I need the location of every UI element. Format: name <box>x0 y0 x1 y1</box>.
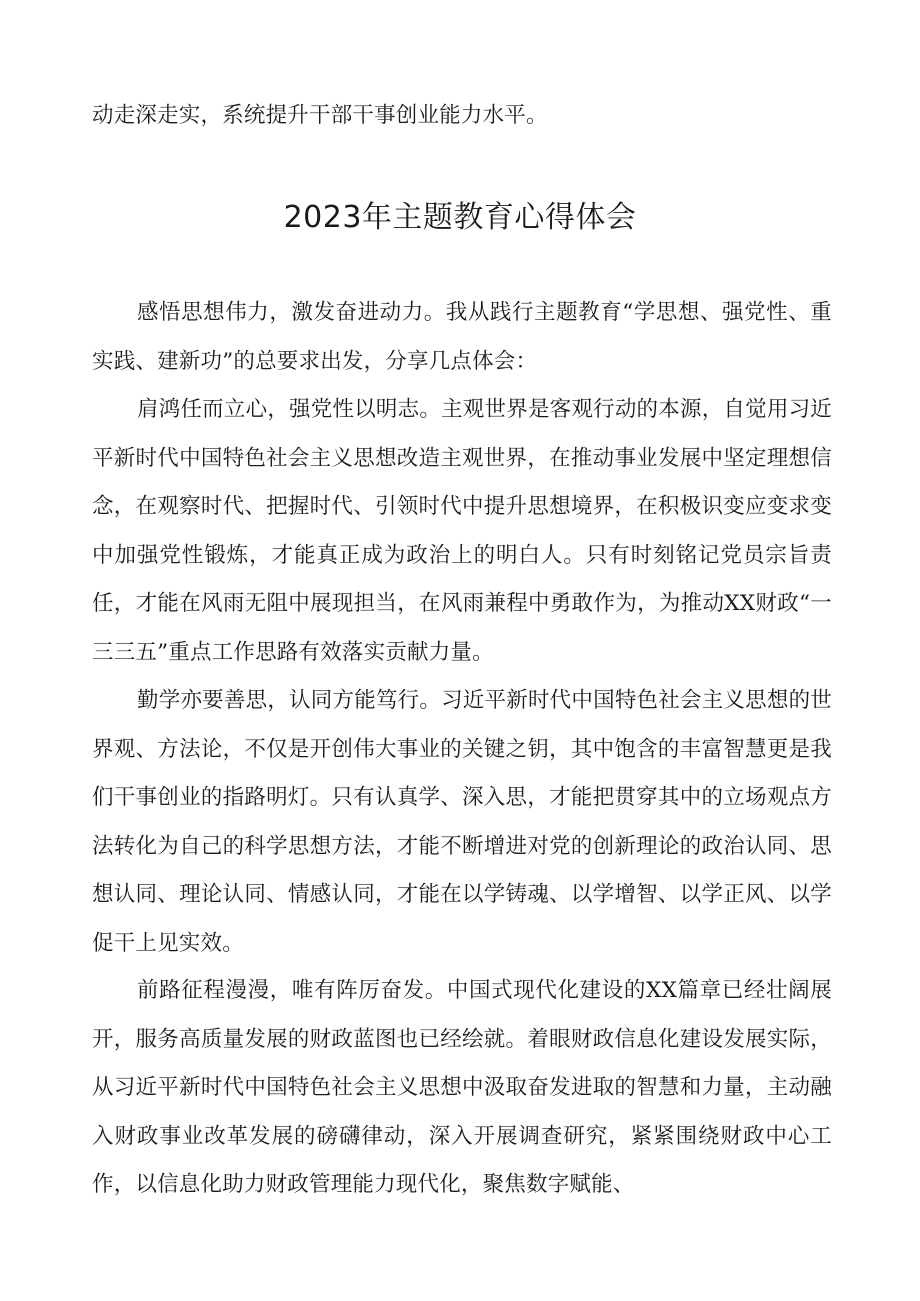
continuation-text: 动走深走实，系统提升干部干事创业能力水平。 <box>92 103 548 128</box>
paragraph-party-spirit: 肩鸿任而立心，强党性以明志。主观世界是客观行动的本源，自觉用习近平新时代中国特色社会主义思想改造主观世界，在推动事业发展中坚定理想信念，在观察时代、把握时代、引领时代中提升思想境界，在积极识变应变求变中加强党性锻炼，才能真正成为政治上的明白人。只有时刻铭记党员宗旨责任，才能在风雨无阻中展现担当，在风雨兼程中勇敢作为，为推动XX财政“一三三五”重点工作思路有效落实贡献力量。 <box>92 397 832 665</box>
paragraph-forge-ahead: 前路征程漫漫，唯有阵厉奋发。中国式现代化建设的XX篇章已经壮阔展开，服务高质量发展的财政蓝图也已经绘就。着眼财政信息化建设发展实际，从习近平新时代中国特色社会主义思想中汲取奋发进取的智慧和力量，主动融入财政事业改革发展的磅礴律动，深入开展调查研究，紧紧围绕财政中心工作，以信息化助力财政管理能力现代化，聚焦数字赋能、 <box>92 978 832 1197</box>
document-title: 2023年主题教育心得体会 <box>283 200 637 235</box>
paragraph-study-thinking: 勤学亦要善思，认同方能笃行。习近平新时代中国特色社会主义思想的世界观、方法论，不仅是开创伟大事业的关键之钥，其中饱含的丰富智慧更是我们干事创业的指路明灯。只有认真学、深入思，才能把贯穿其中的立场观点方法转化为自己的科学思想方法，才能不断增进对党的创新理论的政治认同、思想认同、理论认同、情感认同，才能在以学铸魂、以学增智、以学正风、以学促干上见实效。 <box>92 688 832 956</box>
paragraph-intro: 感悟思想伟力，激发奋进动力。我从践行主题教育“学思想、强党性、重实践、建新功”的总要求出发，分享几点体会： <box>92 300 832 374</box>
